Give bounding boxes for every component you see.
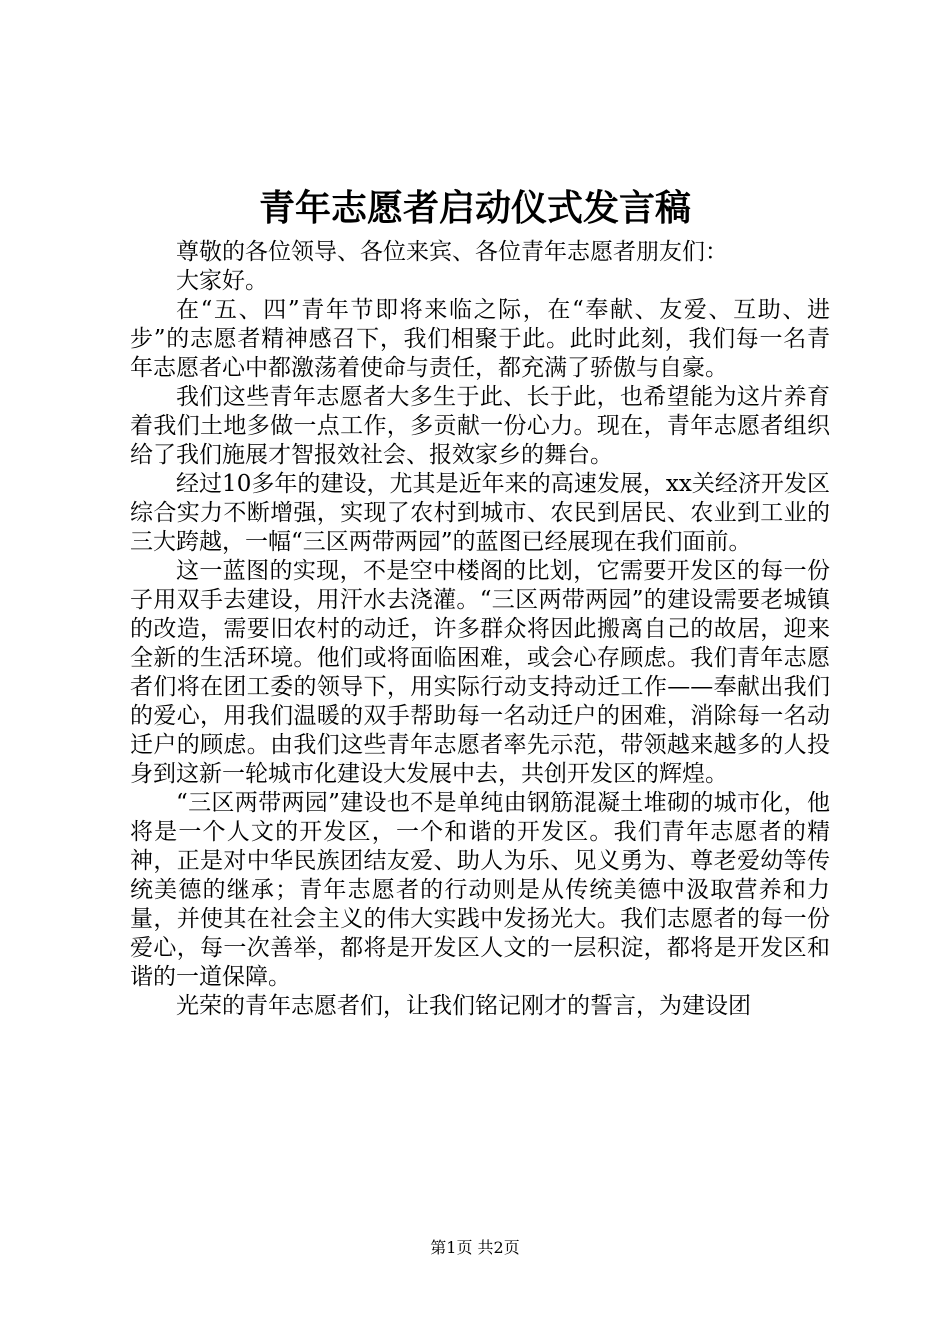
paragraph: “三区两带两园”建设也不是单纯由钢筋混凝土堆砌的城市化，他将是一个人文的开发区，一个和谐的开发区。我们青年志愿者的精神，正是对中华民族团结友爱、助人为乐、见义勇为、尊老爱幼等传统美德的继承；青年志愿者的行动则是从传统美德中汲取营养和力量，并使其在社会主义的伟大实践中发扬光大。我们志愿者的每一份爱心，每一次善举，都将是开发区人文的一层积淀，都将是开发区和谐的一道保障。: [130, 790, 830, 990]
document-body: [130, 238, 830, 1021]
paragraph: 我们这些青年志愿者大多生于此、长于此，也希望能为这片养育着我们土地多做一点工作，多贡献一份心力。现在，青年志愿者组织给了我们施展才智报效社会、报效家乡的舞台。: [130, 384, 830, 468]
page-footer: 第1页 共2页: [430, 1238, 520, 1257]
greeting: 大家好。: [176, 268, 268, 294]
salutation: 尊敬的各位领导、各位来宾、各位青年志愿者朋友们：: [176, 239, 728, 265]
paragraph: 经过10多年的建设，尤其是近年来的高速发展，xx关经济开发区综合实力不断增强，实现了农村到城市、农民到居民、农业到工业的三大跨越，一幅“三区两带两园”的蓝图已经展现在我们面前。: [130, 471, 830, 555]
paragraph: 光荣的青年志愿者们，让我们铭记刚才的誓言，为建设团: [176, 993, 751, 1019]
paragraph: 在“五、四”青年节即将来临之际，在“奉献、友爱、互助、进步”的志愿者精神感召下，我们相聚于此。此时此刻，我们每一名青年志愿者心中都激荡着使命与责任，都充满了骄傲与自豪。: [130, 297, 830, 381]
document-title: 青年志愿者启动仪式发言稿: [258, 188, 691, 229]
paragraph: 这一蓝图的实现，不是空中楼阁的比划，它需要开发区的每一份子用双手去建设，用汗水去浇灌。“三区两带两园”的建设需要老城镇的改造，需要旧农村的动迁，许多群众将因此搬离自己的故居，迎来全新的生活环境。他们或将面临困难，或会心存顾虑。我们青年志愿者们将在团工委的领导下，用实际行动支持动迁工作——奉献出我们的爱心，用我们温暖的双手帮助每一名动迁户的困难，消除每一名动迁户的顾虑。由我们这些青年志愿者率先示范，带领越来越多的人投身到这新一轮城市化建设大发展中去，共创开发区的辉煌。: [130, 558, 830, 787]
